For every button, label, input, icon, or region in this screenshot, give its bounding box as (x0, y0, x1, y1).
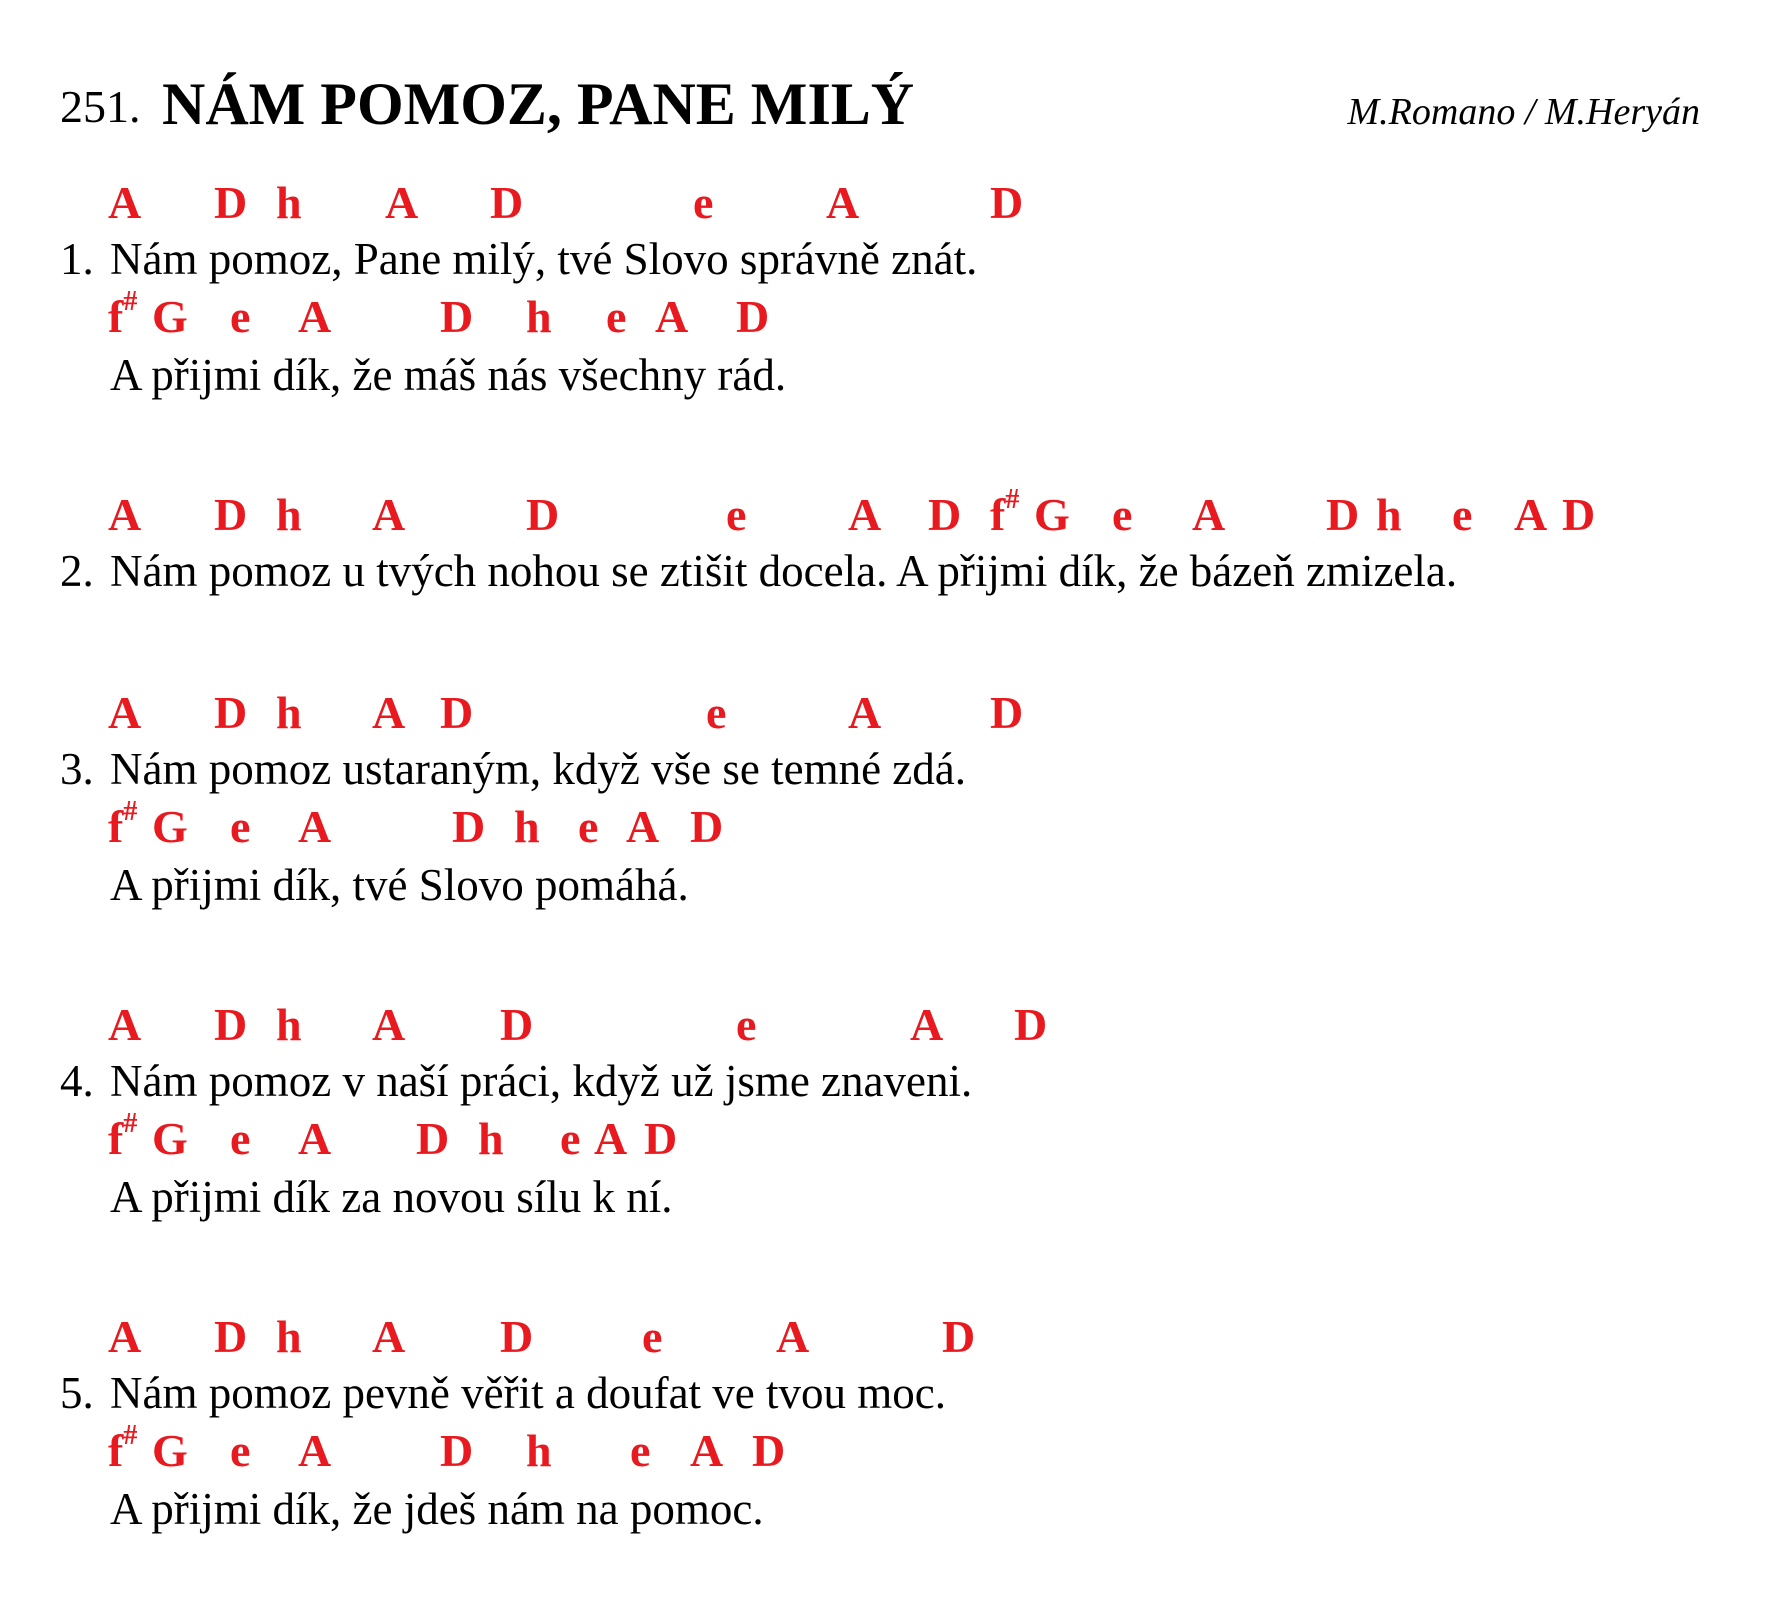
chord: A (108, 489, 142, 540)
lyric-line (0, 1172, 1773, 1232)
chord: D (416, 1113, 450, 1164)
chord: D (490, 177, 524, 228)
chord: e (560, 1113, 581, 1164)
chord: D (690, 801, 724, 852)
chord: e (726, 489, 747, 540)
lyric-line (0, 860, 1773, 920)
lyric-text: Nám pomoz, Pane milý, tvé Slovo správně znát. (110, 234, 978, 284)
chord: D (214, 999, 248, 1050)
chord: D (736, 291, 770, 342)
chord: A (385, 177, 419, 228)
lyric-text: Nám pomoz pevně věřit a doufat ve tvou moc. (110, 1368, 946, 1418)
chord: A (626, 801, 660, 852)
song-title: NÁM POMOZ, PANE MILÝ (162, 71, 915, 137)
chord: e (736, 999, 757, 1050)
chord-line (0, 1000, 1773, 1060)
chord: D (990, 687, 1024, 738)
chord: A (910, 999, 944, 1050)
chord: A (848, 687, 882, 738)
chord: G (1034, 489, 1070, 540)
verse-number: 1. (60, 234, 94, 284)
lyric-line (0, 546, 1773, 606)
chord: h (276, 489, 302, 540)
song-number: 251. (60, 81, 141, 132)
chord: A (848, 489, 882, 540)
chord: e (1452, 489, 1473, 540)
chord: A (108, 687, 142, 738)
chord: e (693, 177, 714, 228)
chord: D (752, 1425, 786, 1476)
chord: f# (108, 1108, 138, 1164)
chord: A (372, 1311, 406, 1362)
song-header (60, 66, 1700, 136)
verse-number: 5. (60, 1368, 94, 1418)
chord: D (644, 1113, 678, 1164)
chord: e (230, 1113, 251, 1164)
lyric-line (0, 234, 1773, 294)
chord: e (230, 801, 251, 852)
chord: A (690, 1425, 724, 1476)
chord: D (440, 687, 474, 738)
verse-number: 3. (60, 744, 94, 794)
chord-line (0, 1420, 1773, 1486)
chord: D (214, 489, 248, 540)
chord: D (1562, 489, 1596, 540)
chord-line (0, 484, 1773, 550)
chord: A (776, 1311, 810, 1362)
chord-line (0, 796, 1773, 862)
chord: h (276, 1311, 302, 1362)
chord: D (990, 177, 1024, 228)
chord: D (526, 489, 560, 540)
chord: f# (990, 484, 1020, 540)
chord: G (152, 1113, 188, 1164)
chord: D (1326, 489, 1360, 540)
chord: A (298, 291, 332, 342)
chord: e (706, 687, 727, 738)
chord: D (214, 687, 248, 738)
chord: D (500, 1311, 534, 1362)
verse-number: 2. (60, 546, 94, 596)
chord: G (152, 1425, 188, 1476)
chord: D (452, 801, 486, 852)
chord-line (0, 1312, 1773, 1372)
chord: D (440, 291, 474, 342)
chord: D (214, 1311, 248, 1362)
chord: A (594, 1113, 628, 1164)
chord: h (276, 687, 302, 738)
chord: A (372, 687, 406, 738)
lyric-text: Nám pomoz ustaraným, když vše se temné zdá. (110, 744, 966, 794)
lyric-line (0, 744, 1773, 804)
chord: A (298, 1425, 332, 1476)
chord: e (630, 1425, 651, 1476)
chord: e (606, 291, 627, 342)
chord: h (514, 801, 540, 852)
chord-line (0, 688, 1773, 748)
lyric-text: Nám pomoz v naší práci, když už jsme znaveni. (110, 1056, 973, 1106)
chord: f# (108, 1420, 138, 1476)
chord: D (928, 489, 962, 540)
verse-number: 4. (60, 1056, 94, 1106)
chord: D (500, 999, 534, 1050)
lyric-line (0, 350, 1773, 410)
lyric-text: A přijmi dík, tvé Slovo pomáhá. (110, 860, 689, 910)
chord: A (826, 177, 860, 228)
chord: f# (108, 286, 138, 342)
lyric-line (0, 1484, 1773, 1544)
chord: D (1014, 999, 1048, 1050)
chord: A (372, 999, 406, 1050)
chord: h (478, 1113, 504, 1164)
chord: D (214, 177, 248, 228)
lyric-line (0, 1056, 1773, 1116)
chord: D (942, 1311, 976, 1362)
lyric-line (0, 1368, 1773, 1428)
chord: G (152, 801, 188, 852)
chord: h (526, 291, 552, 342)
chord: A (1514, 489, 1548, 540)
chord: G (152, 291, 188, 342)
chord: h (276, 177, 302, 228)
chord: h (526, 1425, 552, 1476)
chord: A (108, 1311, 142, 1362)
chord: A (298, 1113, 332, 1164)
lyric-text: A přijmi dík, že máš nás všechny rád. (110, 350, 787, 400)
chord-line (0, 178, 1773, 238)
chord-line (0, 1108, 1773, 1174)
lyric-text: Nám pomoz u tvých nohou se ztišit docela. A přijmi dík, že bázeň zmizela. (110, 546, 1458, 596)
lyric-text: A přijmi dík za novou sílu k ní. (110, 1172, 673, 1222)
chord: e (578, 801, 599, 852)
song-authors: M.Romano / M.Heryán (1347, 91, 1700, 133)
chord: h (1376, 489, 1402, 540)
chord: A (372, 489, 406, 540)
chord: e (642, 1311, 663, 1362)
chord: e (230, 1425, 251, 1476)
chord: D (440, 1425, 474, 1476)
chord-line (0, 286, 1773, 352)
chord: A (1192, 489, 1226, 540)
chord: e (230, 291, 251, 342)
chord: A (655, 291, 689, 342)
chord: h (276, 999, 302, 1050)
chord: A (298, 801, 332, 852)
chord: e (1112, 489, 1133, 540)
chord: A (108, 177, 142, 228)
chord: f# (108, 796, 138, 852)
chord: A (108, 999, 142, 1050)
lyric-text: A přijmi dík, že jdeš nám na pomoc. (110, 1484, 764, 1534)
